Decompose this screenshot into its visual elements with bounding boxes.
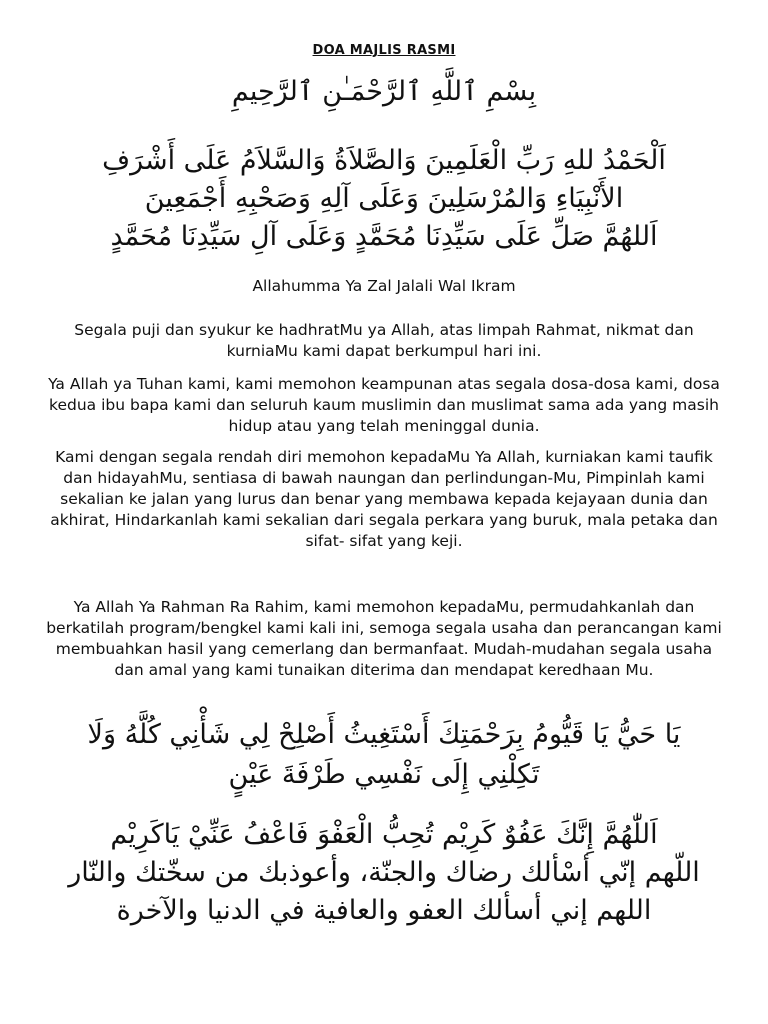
paragraph-forgiveness: Ya Allah ya Tuhan kami, kami memohon keampunan atas segala dosa-dosa kami, dosa kedua ibu bapa kami dan seluruh kaum muslimin dan muslimat sama ada yang masih hidup atau yang telah meninggal dunia. — [48, 375, 720, 435]
basmala: بِسْمِ ٱللَّهِ ٱلرَّحْمَـٰنِ ٱلرَّحِيمِ — [231, 76, 537, 107]
arabic-opening-line: اَللهُمَّ صَلِّ عَلَى سَيِّدِنَا مُحَمَّدٍ وَعَلَى آلِ سَيِّدِنَا مُحَمَّدٍ — [110, 221, 658, 252]
paragraph-praise: Segala puji dan syukur ke hadhratMu ya Allah, atas limpah Rahmat, nikmat dan kurniaMu kami dapat berkumpul hari ini. — [74, 321, 694, 360]
arabic-dua-line: اللهم إني أسألك العفو والعافية في الدنيا والآخرة — [116, 895, 652, 926]
arabic-dua-closing — [30, 816, 738, 930]
arabic-dua-line: تَكِلْنِي إِلَى نَفْسِي طَرْفَةَ عَيْنٍ — [228, 759, 540, 790]
arabic-dua-line: اللّهم إنّي أسْألك رضاك والجنّة، وأعوذبك من سخّتك والنّار — [68, 857, 700, 888]
paragraph-program-blessing: Ya Allah Ya Rahman Ra Rahim, kami memohon kepadaMu, permudahkanlah dan berkatilah program/bengkel kami kali ini, semoga segala usaha dan perancangan kami membuahkan hasil yang cemerlang dan bermanfaat. Mudah-mudahan segala usaha dan amal yang kami tunaikan diterima dan mendapat keredhaan Mu. — [46, 598, 722, 679]
subtitle: Allahumma Ya Zal Jalali Wal Ikram — [252, 277, 516, 295]
arabic-dua-line: يَا حَيُّ يَا قَيُّومُ بِرَحْمَتِكَ أَسْتَغِيثُ أَصْلِحْ لِي شَأْنِي كُلَّهُ وَلَا — [87, 719, 681, 750]
arabic-opening-line: اَلْحَمْدُ للهِ رَبِّ الْعَلَمِينَ وَالصَّلاَةُ وَالسَّلاَمُ عَلَى أَشْرَفِ — [102, 145, 666, 176]
arabic-dua-ya-hayyu — [30, 715, 738, 795]
arabic-opening-line: الأَنْبِيَاءِ وَالمُرْسَلِينَ وَعَلَى آلِهِ وَصَحْبِهِ أَجْمَعِينَ — [144, 183, 624, 214]
arabic-dua-line: اَللّٰهُمَّ إِنَّكَ عَفُوٌ كَرِيْم تُحِبُّ الْعَفْوَ فَاعْفُ عَنِّيْ يَاكَرِيْم — [110, 819, 658, 850]
arabic-opening — [30, 142, 738, 256]
paragraph-guidance: Kami dengan segala rendah diri memohon kepadaMu Ya Allah, kurniakan kami taufik dan hidayahMu, sentiasa di bawah naungan dan perlindungan-Mu, Pimpinlah kami sekalian ke jalan yang lurus dan benar yang membawa kepada kejayaan dunia dan akhirat, Hindarkanlah kami sekalian dari segala perkara yang buruk, mala petaka dan sifat- sifat yang keji. — [50, 448, 718, 550]
document-title: DOA MAJLIS RASMI — [312, 43, 456, 58]
